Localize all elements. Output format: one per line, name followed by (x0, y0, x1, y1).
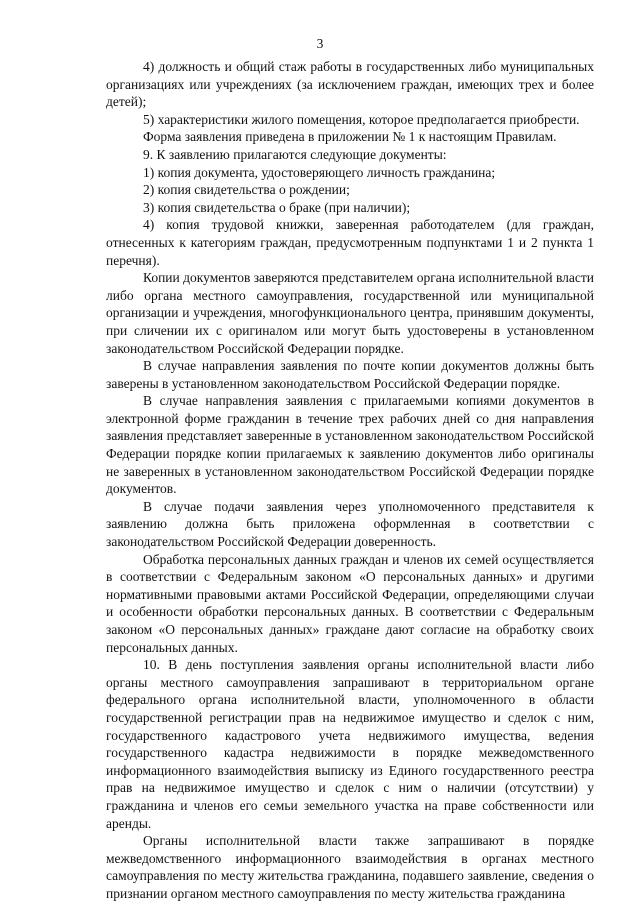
paragraph: Обработка персональных данных граждан и членов их семей осуществляется в соответствии с Федеральным законом «О персональных данных» и другими нормативными правовыми актами Российской Федерации, определяющими случаи и особенности обработки персональных данных. В соответствии с Федеральным законом «О персональных данных» граждане дают согласие на обработку своих персональных данных. (106, 551, 594, 655)
paragraph: 4) должность и общий стаж работы в государственных либо муниципальных организациях или учреждениях (за исключением граждан, имеющих трех и более детей); (106, 59, 594, 110)
document-body (106, 58, 594, 903)
page-number: 3 (316, 36, 324, 51)
paragraph: Копии документов заверяются представителем органа исполнительной власти либо органа местного самоуправления, государственной или муниципальной организации и учреждения, многофункционального центра, принявшим документы, при сличении их с оригиналом или могут быть удостоверены в установленном законодательством Российской Федерации порядке. (106, 270, 594, 356)
paragraph: 9. К заявлению прилагаются следующие документы: (143, 146, 447, 162)
list-item: 3) копия свидетельства о браке (при наличии); (143, 199, 411, 215)
paragraph: В случае направления заявления по почте копии документов должны быть заверены в установленном законодательством Российской Федерации порядке. (106, 358, 594, 391)
paragraph: 10. В день поступления заявления органы исполнительной власти либо органы местного самоуправления запрашивают в территориальном органе федерального органа исполнительной власти, уполномоченного в области государственной регистрации прав на недвижимое имущество и сделок с ним, государственного кадастрового учета недвижимого имущества, ведения государственного кадастра недвижимости в порядке межведомственного информационного взаимодействия выписку из Единого государственного реестра прав на недвижимое имущество и сделок с ним о наличии (отсутствии) у гражданина и членов его семьи земельного участка на праве собственности или аренды. (106, 657, 594, 831)
list-item: 4) копия трудовой книжки, заверенная работодателем (для граждан, отнесенных к категориям граждан, предусмотренным подпунктами 1 и 2 пункта 1 перечня). (106, 217, 594, 268)
paragraph: В случае направления заявления с прилагаемыми копиями документов в электронной форме гражданин в течение трех рабочих дней со дня направления заявления представляет заверенные в установленном законодательством Российской Федерации порядке копии прилагаемых к заявлению документов либо оригиналы не заверенных в установленном законодательством Российской Федерации порядке документов. (106, 393, 594, 497)
paragraph: В случае подачи заявления через уполномоченного представителя к заявлению должна быть приложена оформленная в соответствии с законодательством Российской Федерации доверенность. (106, 498, 594, 550)
paragraph: Форма заявления приведена в приложении № 1 к настоящим Правилам. (143, 129, 557, 145)
paragraph: Органы исполнительной власти также запрашивают в порядке межведомственного информационного взаимодействия в органах местного самоуправления по месту жительства гражданина, подавшего заявление, сведения о признании органом местного самоуправления по месту жительства гражданина (106, 833, 594, 901)
list-item: 1) копия документа, удостоверяющего личность гражданина; (143, 164, 496, 180)
list-item: 2) копия свидетельства о рождении; (143, 182, 350, 198)
paragraph: 5) характеристики жилого помещения, которое предполагается приобрести. (143, 111, 580, 127)
